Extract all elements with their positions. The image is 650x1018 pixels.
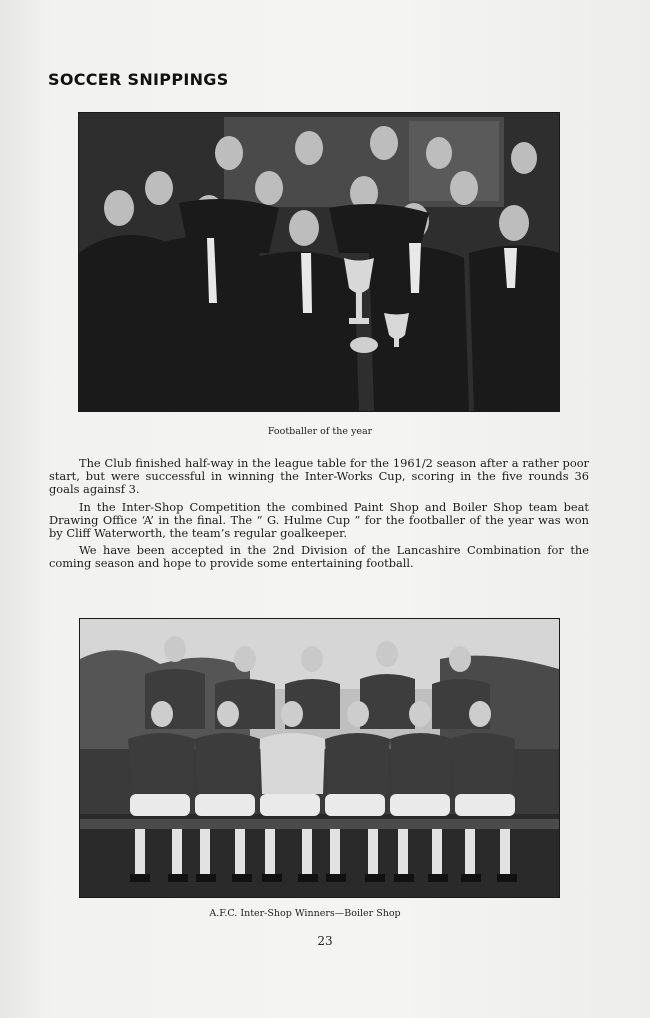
paragraph: In the Inter-Shop Competition the combined Paint Shop and Boiler Shop team beat Drawing Office ‘A’ in the final. The “ G. Hulme Cup ” for the footballer of the year was won by Cliff Waterworth, the team’s regular goalkeeper. — [49, 499, 589, 541]
paragraph: We have been accepted in the 2nd Division of the Lancashire Combination for the coming season and hope to provide some entertaining football. — [49, 543, 589, 571]
paragraph: The Club finished half-way in the league table for the 1961/2 season after a rather poor start, but were successful in winning the Inter-Works Cup, scoring in the five rounds 36 goals againsf 3. — [49, 456, 589, 497]
page-number: 23 — [317, 934, 333, 948]
team-photo — [79, 618, 560, 898]
photo-caption: Footballer of the year — [267, 426, 373, 437]
page-title: SOCCER SNIPPINGS — [48, 70, 229, 89]
trophy-presentation-photo — [78, 112, 560, 412]
photo-caption: A.F.C. Inter-Shop Winners—Boiler Shop — [209, 908, 401, 919]
article-body — [49, 457, 589, 575]
